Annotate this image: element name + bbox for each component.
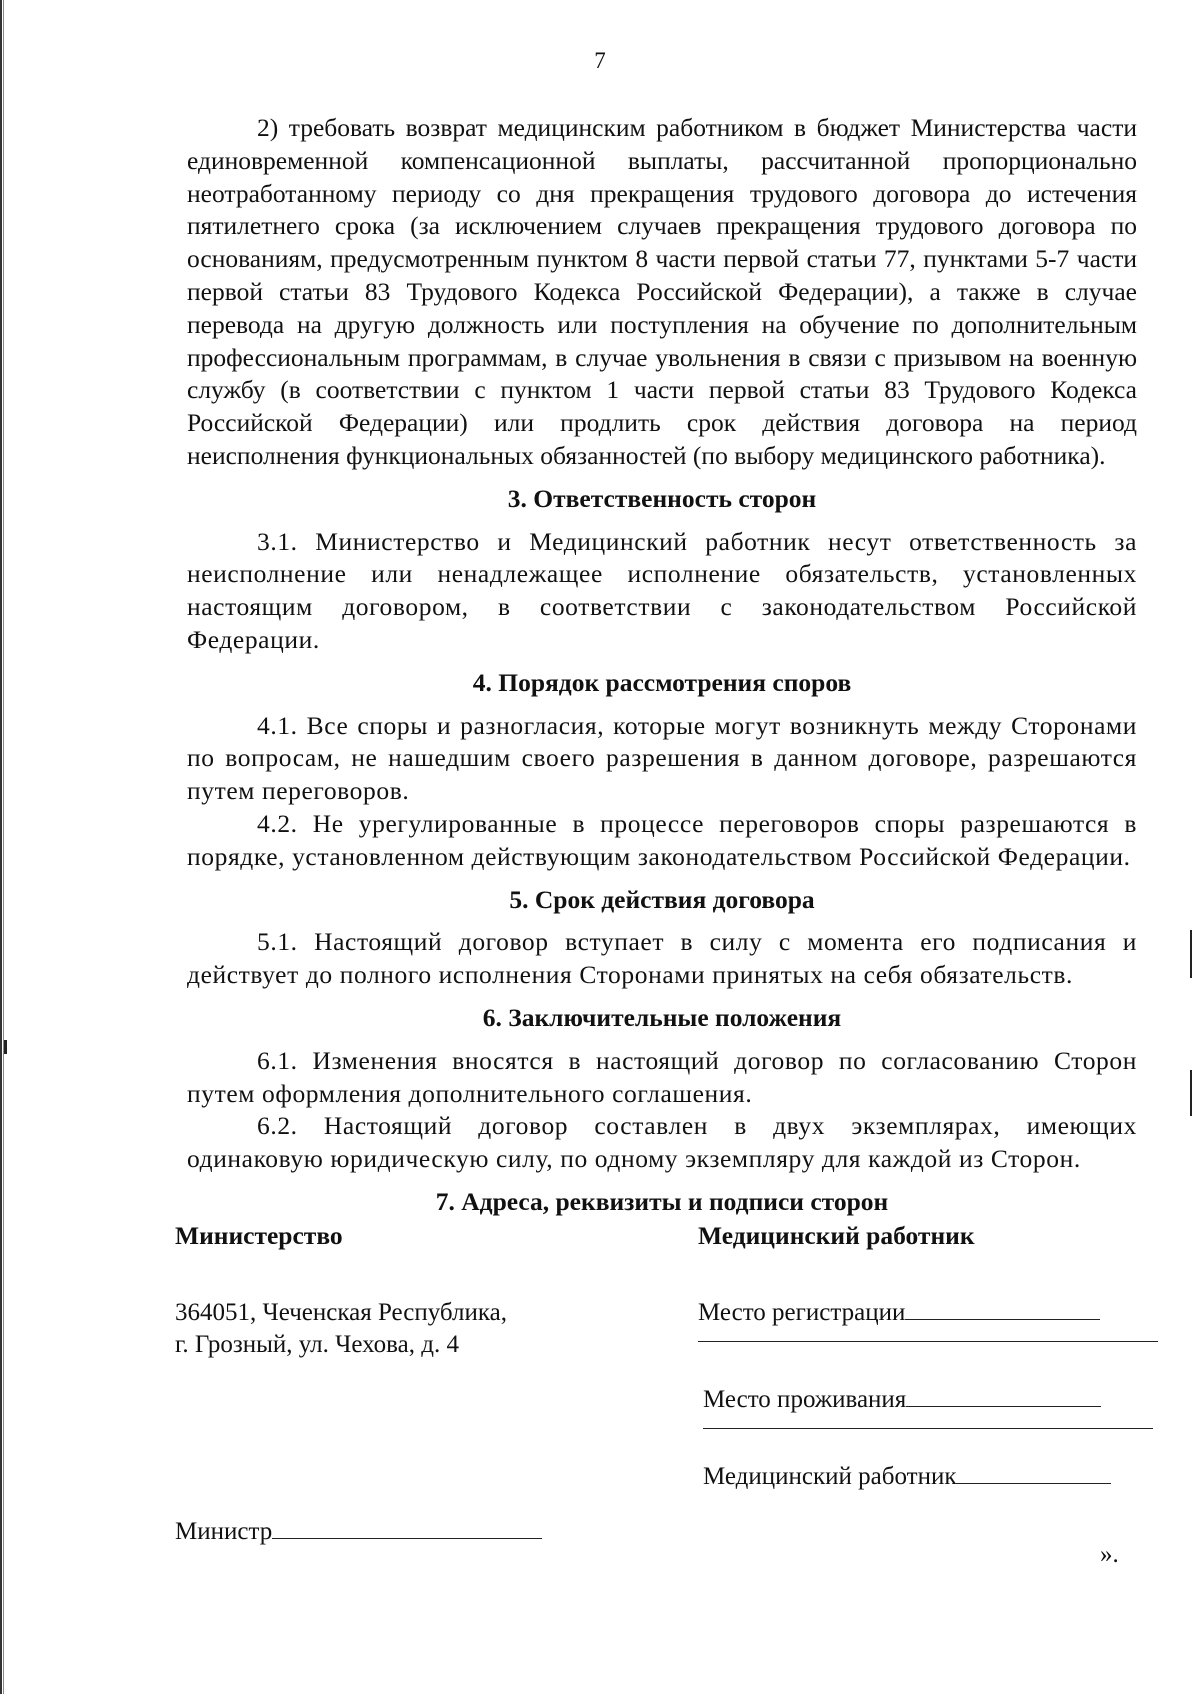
clause-2-paragraph: 2) требовать возврат медицинским работником в бюджет Министерства части единовременной компенсационной выплаты, рассчитанной пропорционально неотработанному периоду со дня прекращения трудового договора до истечения пятилетнего срока (за исключением случаев прекращения трудового договора по основаниям, предусмотренным пунктом 8 части первой статьи 77, пунктами 5-7 части первой статьи 83 Трудового Кодекса Российской Федерации), а также в случае перевода на другую должность или поступления на обучение по дополнительным профессиональным программам, в случае увольнения в связи с призывом на военную службу (в соответствии с пунктом 1 части первой статьи 83 Трудового Кодекса Российской Федерации) или продлить срок действия договора на период неисполнения функциональных обязанностей (по выбору медицинского работника).: [187, 113, 1137, 470]
closing-mark: ».: [1100, 1541, 1119, 1568]
page-number: 7: [594, 48, 606, 73]
section-3-paragraph-1: 3.1. Министерство и Медицинский работник несут ответственность за неисполнение или ненадлежащее исполнение обязательств, установленных настоящим договором, в соответствии с законодательством Российской Федерации.: [187, 526, 1137, 654]
minister-signature-label: Министр: [175, 1518, 273, 1545]
section-4-paragraph-1: 4.1. Все споры и разногласия, которые могут возникнуть между Сторонами по вопросам, не нашедшим своего разрешения в данном договоре, разрешаются путем переговоров.: [187, 710, 1137, 806]
registration-field: [905, 1297, 1100, 1320]
worker-title: Медицинский работник: [698, 1221, 975, 1250]
section-5-paragraph-1: 5.1. Настоящий договор вступает в силу с момента его подписания и действует до полного исполнения Сторонами принятых на себя обязательств.: [187, 927, 1137, 990]
section-4-paragraph-2: 4.2. Не урегулированные в процессе переговоров споры разрешаются в порядке, установленном действующим законодательством Российской Федерации.: [187, 808, 1137, 871]
residence-line: [698, 1384, 1168, 1416]
section-3-heading: 3. Ответственность сторон: [507, 483, 817, 513]
ministry-address-line-1: 364051, Чеченская Республика,: [175, 1299, 507, 1326]
signatures-block: [175, 1220, 1165, 1600]
scan-mark: [1190, 1070, 1192, 1116]
section-6-paragraph-1: 6.1. Изменения вносятся в настоящий договор по согласованию Сторон путем оформления дополнительного соглашения.: [187, 1045, 1137, 1108]
ministry-title: Министерство: [175, 1221, 343, 1250]
section-6-heading: 6. Заключительные положения: [482, 1002, 842, 1032]
section-7-heading: 7. Адреса, реквизиты и подписи сторон: [435, 1186, 889, 1216]
worker-signature-line: [698, 1461, 1168, 1493]
minister-signature-line: [175, 1516, 655, 1548]
registration-label: Место регистрации: [698, 1299, 906, 1326]
residence-label: Место проживания: [703, 1386, 907, 1413]
section-6-paragraph-2: 6.2. Настоящий договор составлен в двух экземплярах, имеющих одинаковую юридическую силу, по одному экземпляру для каждой из Сторон.: [187, 1111, 1137, 1174]
registration-extra-line: [698, 1329, 1158, 1342]
ministry-address-line-2: г. Грозный, ул. Чехова, д. 4: [175, 1331, 459, 1358]
section-5-heading: 5. Срок действия договора: [509, 884, 815, 914]
worker-signature-label: Медицинский работник: [703, 1463, 957, 1490]
scan-mark: [1190, 930, 1192, 978]
scan-mark: [4, 1040, 7, 1054]
residence-field: [906, 1384, 1101, 1407]
document-body: [187, 112, 1137, 1219]
residence-extra-line: [703, 1416, 1153, 1429]
scan-edge: [0, 0, 4, 1694]
worker-signature-field: [956, 1461, 1111, 1484]
minister-signature-field: [272, 1516, 542, 1539]
ministry-column: [175, 1220, 655, 1548]
section-4-heading: 4. Порядок рассмотрения споров: [472, 667, 852, 697]
registration-line: [698, 1297, 1168, 1329]
worker-column: [698, 1220, 1168, 1493]
